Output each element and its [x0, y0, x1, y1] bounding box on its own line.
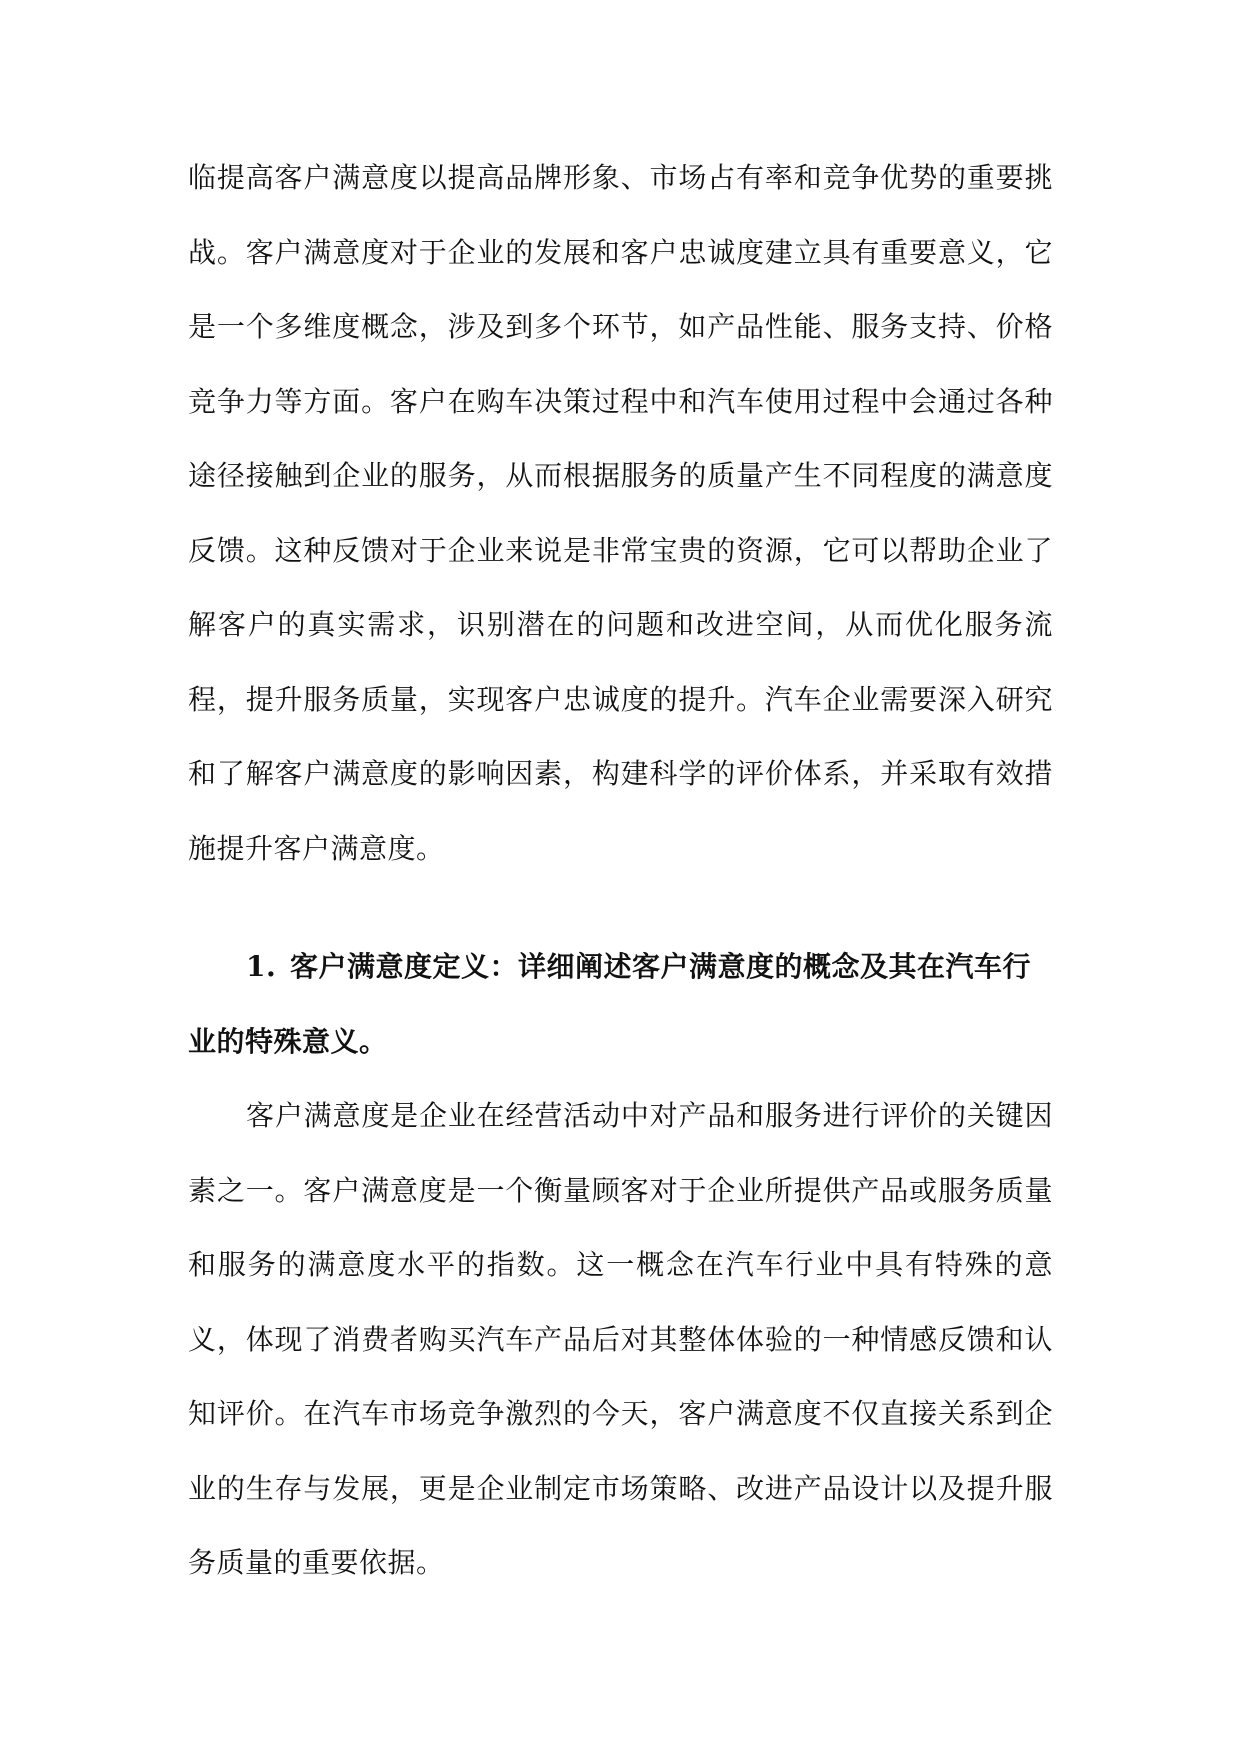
section-heading-text: 客户满意度定义：详细阐述客户满意度的概念及其在汽车行业的特殊意义。 [188, 950, 1032, 1058]
body-paragraph: 客户满意度是企业在经营活动中对产品和服务进行评价的关键因素之一。客户满意度是一个衡量顾客对于企业所提供产品或服务质量和服务的满意度水平的指数。这一概念在汽车行业中具有特殊的意义，体现了消费者购买汽车产品后对其整体体验的一种情感反馈和认知评价。在汽车市场竞争激烈的今天，客户满意度不仅直接关系到企业的生存与发展，更是企业制定市场策略、改进产品设计以及提升服务质量的重要依据。 [188, 1099, 1053, 1579]
document-body [188, 141, 1053, 1601]
section-heading [188, 930, 1053, 1079]
section-number: 1. [246, 950, 277, 983]
body-paragraph-continued: 临提高客户满意度以提高品牌形象、市场占有率和竞争优势的重要挑战。客户满意度对于企业的发展和客户忠诚度建立具有重要意义，它是一个多维度概念，涉及到多个环节，如产品性能、服务支持、价格竞争力等方面。客户在购车决策过程中和汽车使用过程中会通过各种途径接触到企业的服务，从而根据服务的质量产生不同程度的满意度反馈。这种反馈对于企业来说是非常宝贵的资源，它可以帮助企业了解客户的真实需求，识别潜在的问题和改进空间，从而优化服务流程，提升服务质量，实现客户忠诚度的提升。汽车企业需要深入研究和了解客户满意度的影响因素，构建科学的评价体系，并采取有效措施提升客户满意度。 [188, 161, 1053, 865]
